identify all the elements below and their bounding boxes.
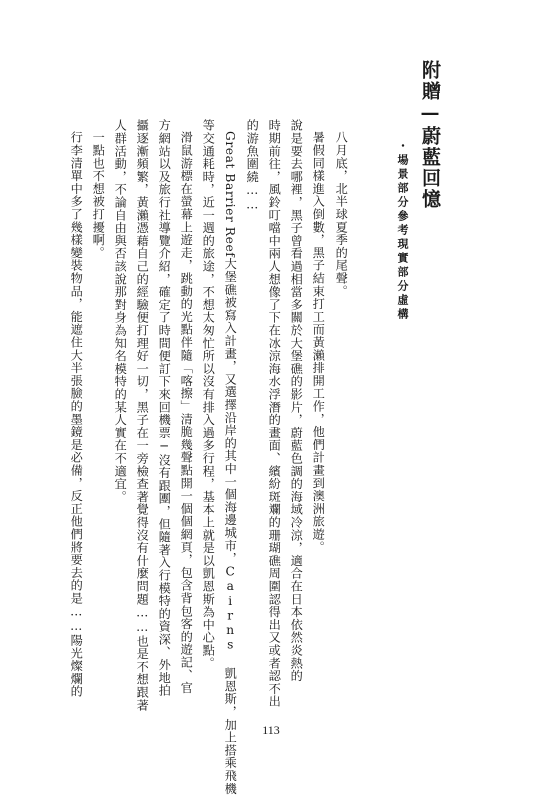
latin-phrase: Great Barrier Reef — [223, 131, 238, 258]
body-line: 一點也不想被打擾啊。 — [91, 131, 106, 259]
page-number: 113 — [262, 723, 280, 737]
body-line: 八月底，北半球夏季的尾聲。 — [334, 131, 349, 298]
chapter-title: 附贈—蔚藍回憶 — [419, 60, 441, 210]
body-line: 時期前往，風鈴叮噹中兩人想像了下在冰涼海水浮潛的畫面、繽紛斑斕的珊瑚礁周圍認得出又或者認不出 — [267, 119, 282, 708]
body-line: Great Barrier Reef大堡礁被寫入計畫，又選擇沿岸的其中一個海邊城市，Cairns 凱恩斯，加上搭乘飛機 — [223, 131, 238, 795]
body-line: 等交通耗時，近一週的旅途，不想太匆忙所以沒有排入過多行程，基本上就是以凱恩斯為中心點。 — [201, 119, 216, 670]
body-line: 方網站以及旅行社導覽介紹，確定了時間便訂下來回機票─沒有跟團，但隨著入行模特的資深、外地拍 — [157, 119, 172, 697]
body-line: 滑鼠游標在螢幕上遊走，跳動的光點伴隨「喀擦」清脆幾聲點開一個個網頁，包含背包客的遊記、官 — [179, 131, 194, 695]
body-line: 說是要去哪裡，黑子曾看過相當多關於大堡礁的影片，蔚藍色調的海域冷涼，適合在日本依然炎熱的 — [289, 119, 304, 683]
body-line: 人群活動，不論自由與否該說那對身為知名模特的某人實在不適宜。 — [113, 119, 128, 503]
chapter-subtitle: ・場景部分參考現實部分虛構 — [396, 140, 409, 322]
body-line: 的游魚圍繞…… — [245, 119, 260, 213]
body-line: 行李清單中多了幾樣變裝物品，能遮住大半張臉的墨鏡是必備，反正他們將要去的是……陽光燦爛的 — [69, 131, 84, 698]
body-line: 暑假同樣進入倒數，黑子結束打工而黃瀨排開工作，他們計畫到澳洲旅遊。 — [311, 131, 326, 554]
body-line: 攝逐漸頻繁，黃瀨憑藉自己的經驗便打理好一切，黑子在一旁檢查著覺得沒有什麼問題……也是不想跟著 — [135, 119, 150, 712]
